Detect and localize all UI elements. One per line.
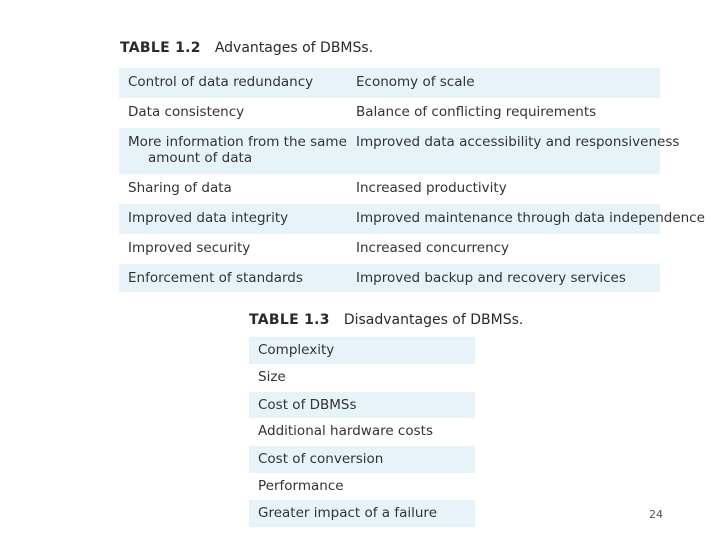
table-1-3-number: TABLE 1.3 (249, 312, 330, 328)
advantage-right-cell: Increased productivity (356, 180, 507, 196)
advantage-left-cell (128, 135, 347, 166)
table-row (249, 364, 475, 392)
advantage-left-cell (128, 75, 313, 91)
advantage-right-cell: Improved backup and recovery services (356, 270, 626, 286)
disadvantage-cell: Greater impact of a failure (258, 505, 437, 521)
disadvantage-cell: Performance (258, 478, 344, 494)
table-row (119, 68, 660, 98)
advantage-right-cell: Improved data accessibility and responsiveness (356, 134, 680, 150)
cell-text: Control of data redundancy (128, 74, 314, 90)
table-row (119, 204, 705, 234)
advantage-left-cell (128, 211, 288, 227)
advantage-left-cell (128, 271, 303, 287)
cell-text: More information from the same (128, 134, 347, 150)
advantage-right-cell: Economy of scale (356, 74, 475, 90)
cell-text: Improved data integrity (128, 210, 289, 226)
cell-text: Sharing of data (128, 180, 232, 196)
table-1-3-title: Disadvantages of DBMSs. (343, 312, 524, 328)
table-row (119, 98, 660, 128)
page-number: 24 (649, 508, 663, 521)
disadvantage-cell: Additional hardware costs (258, 423, 433, 439)
disadvantage-cell: Cost of conversion (258, 451, 384, 467)
table-1-2-caption (120, 40, 373, 56)
table-1-2-title: Advantages of DBMSs. (214, 40, 374, 56)
table-row (249, 337, 475, 364)
table-row (249, 418, 475, 446)
table-row (249, 392, 475, 418)
advantage-right-cell: Balance of conflicting requirements (356, 104, 597, 120)
table-row (119, 174, 660, 204)
cell-text: Improved security (128, 240, 251, 256)
table-row (249, 446, 475, 473)
cell-text: Enforcement of standards (128, 270, 303, 286)
table-row (119, 264, 660, 292)
advantage-right-cell: Increased concurrency (356, 240, 510, 256)
table-row (119, 128, 680, 174)
advantage-left-cell (128, 241, 250, 257)
table-row (249, 473, 475, 500)
table-row (249, 500, 475, 527)
advantage-right-cell: Improved maintenance through data independence (356, 210, 705, 226)
disadvantage-cell: Cost of DBMSs (258, 397, 357, 413)
table-row (119, 234, 660, 264)
disadvantages-table (249, 337, 475, 527)
cell-text: Data consistency (128, 104, 245, 120)
cell-text-continued: amount of data (148, 149, 253, 166)
advantage-left-cell (128, 181, 232, 197)
advantages-table (119, 68, 705, 292)
disadvantage-cell: Size (258, 369, 286, 385)
disadvantage-cell: Complexity (258, 342, 335, 358)
table-1-3-caption (249, 312, 523, 328)
advantage-left-cell (128, 105, 244, 121)
table-1-2-number: TABLE 1.2 (120, 40, 201, 56)
